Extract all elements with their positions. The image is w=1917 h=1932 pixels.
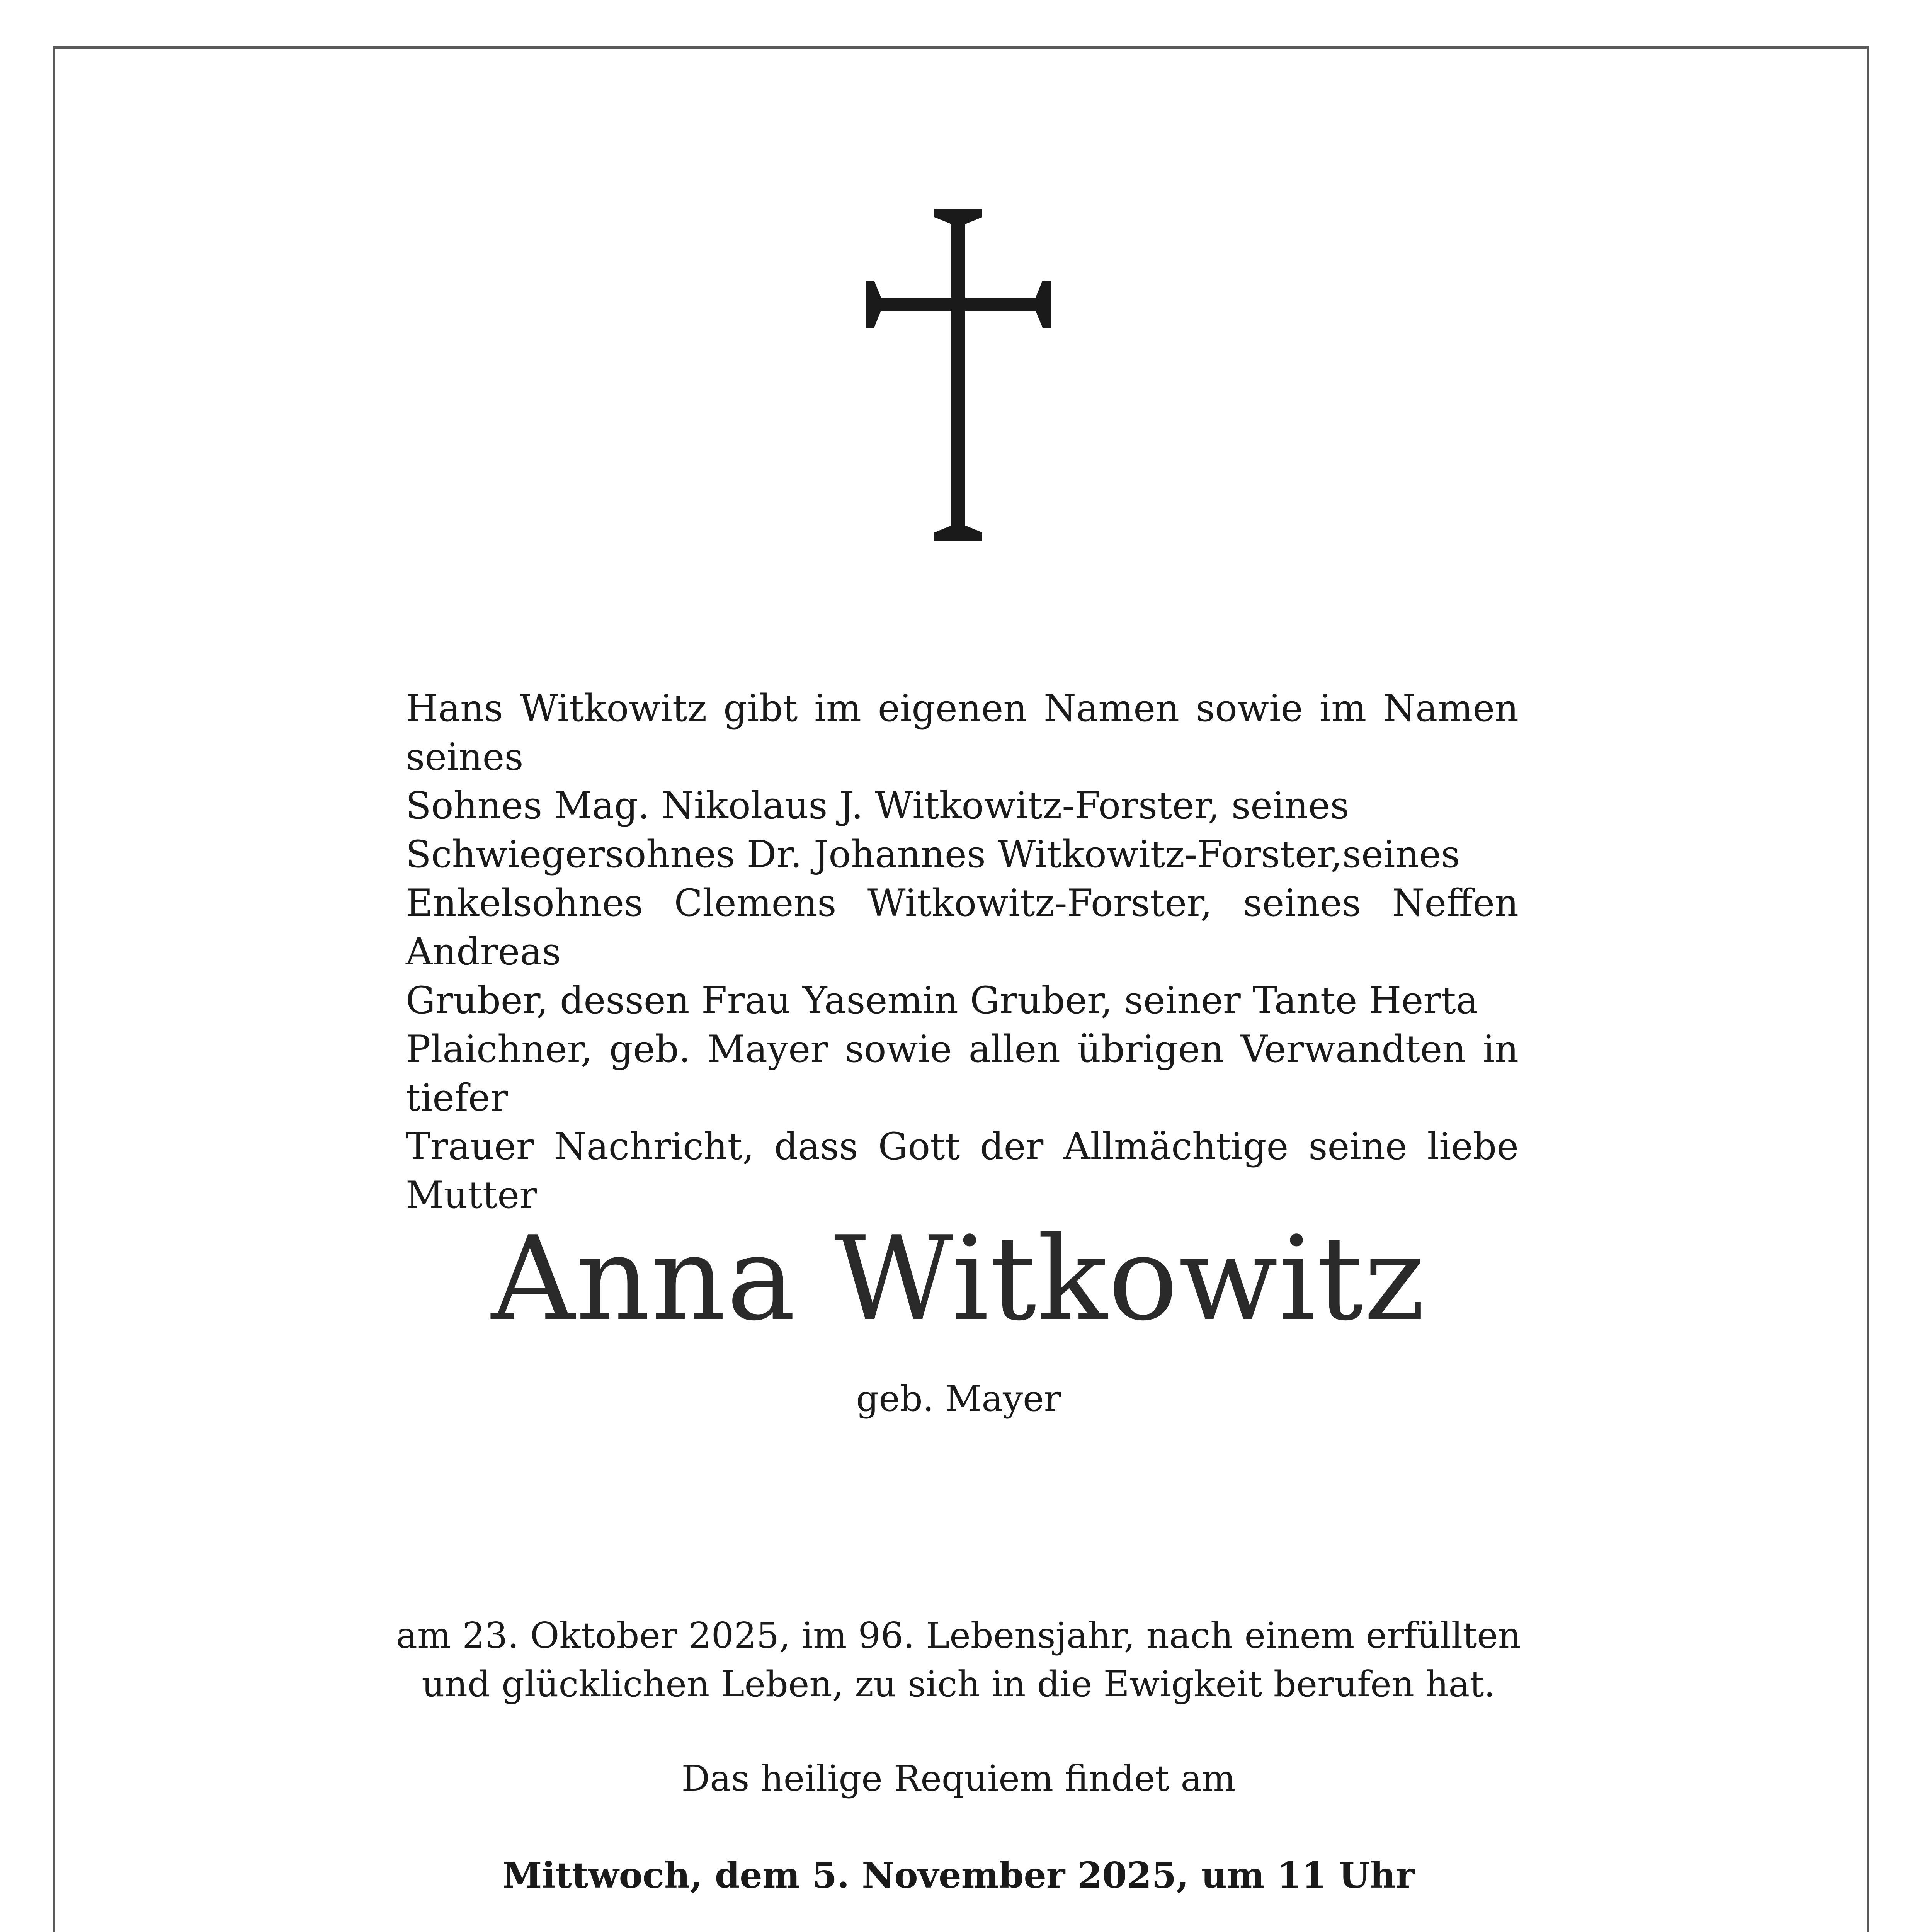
death-line-2: und glücklichen Leben, zu sich in die Ewigkeit berufen hat. [422, 1663, 1495, 1705]
intro-line: Plaichner, geb. Mayer sowie allen übrigen Verwandten in tiefer [406, 1027, 1519, 1119]
requiem-date: Mittwoch, dem 5. November 2025, um 11 Uhr [502, 1854, 1415, 1896]
intro-line: Schwiegersohnes Dr. Johannes Witkowitz-Forster,seines [406, 833, 1460, 876]
maiden-name: geb. Mayer [856, 1378, 1061, 1419]
intro-line: Sohnes Mag. Nikolaus J. Witkowitz-Forster, seines [406, 784, 1349, 827]
deceased-name: Anna Witkowitz [491, 1211, 1426, 1346]
death-notice [0, 1611, 1917, 1709]
intro-line: Trauer Nachricht, dass Gott der Allmächtige seine liebe Mutter [406, 1125, 1519, 1217]
death-line-1: am 23. Oktober 2025, im 96. Lebensjahr, nach einem erfüllten [396, 1615, 1521, 1656]
requiem-intro: Das heilige Requiem findet am [681, 1758, 1236, 1799]
latin-cross-icon [866, 209, 1051, 541]
intro-line: Hans Witkowitz gibt im eigenen Namen sowie im Namen seines [406, 687, 1519, 779]
intro-line: Enkelsohnes Clemens Witkowitz-Forster, seines Neffen Andreas [406, 881, 1519, 973]
intro-line: Gruber, dessen Frau Yasemin Gruber, seiner Tante Herta [406, 979, 1478, 1022]
intro-paragraph [406, 684, 1519, 1219]
